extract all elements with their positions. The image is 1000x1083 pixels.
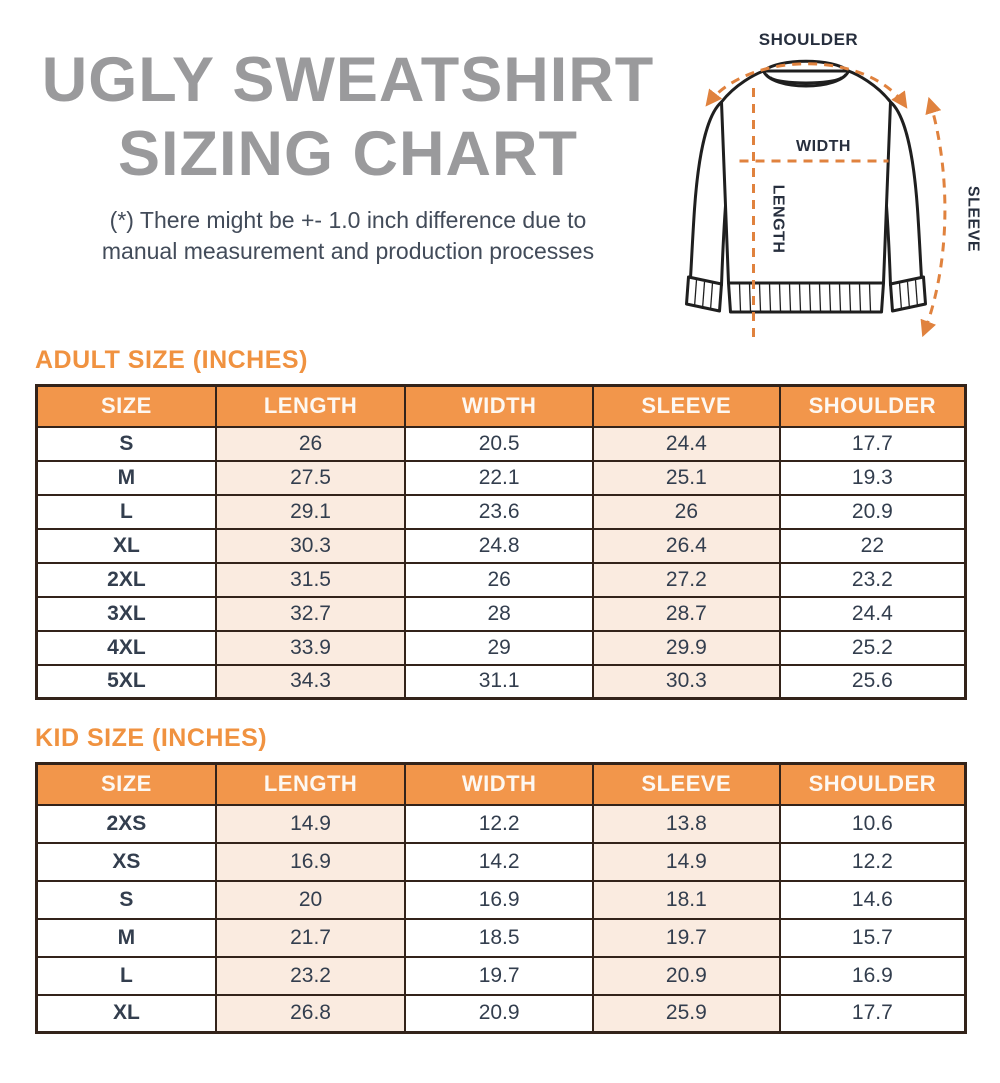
length-label: LENGTH — [769, 184, 787, 254]
column-header: SIZE — [37, 764, 216, 805]
measurement-cell: 13.8 — [593, 805, 780, 843]
table-row — [37, 919, 966, 957]
measurement-cell: 15.7 — [780, 919, 966, 957]
measurement-cell: 29 — [405, 631, 593, 665]
measurement-cell: 16.9 — [405, 881, 593, 919]
size-cell: 3XL — [37, 597, 216, 631]
measurement-cell: 22 — [780, 529, 966, 563]
measurement-cell: 14.9 — [216, 805, 406, 843]
size-cell: M — [37, 919, 216, 957]
column-header: LENGTH — [216, 764, 406, 805]
measurement-cell: 32.7 — [216, 597, 406, 631]
table-row — [37, 427, 966, 461]
measurement-cell: 25.6 — [780, 665, 966, 699]
column-header: LENGTH — [216, 386, 406, 427]
measurement-cell: 23.2 — [780, 563, 966, 597]
measurement-cell: 24.4 — [780, 597, 966, 631]
measurement-cell: 26 — [216, 427, 406, 461]
size-cell: XS — [37, 843, 216, 881]
measurement-cell: 19.3 — [780, 461, 966, 495]
table-row — [37, 529, 966, 563]
measurement-cell: 31.1 — [405, 665, 593, 699]
measurement-cell: 27.2 — [593, 563, 780, 597]
adult-size-table — [35, 384, 967, 700]
measurement-cell: 26 — [405, 563, 593, 597]
measurement-cell: 10.6 — [780, 805, 966, 843]
measurement-cell: 24.4 — [593, 427, 780, 461]
table-row — [37, 843, 966, 881]
measurement-cell: 14.2 — [405, 843, 593, 881]
measurement-cell: 23.6 — [405, 495, 593, 529]
table-row — [37, 665, 966, 699]
size-cell: L — [37, 495, 216, 529]
size-cell: L — [37, 957, 216, 995]
measurement-cell: 20.9 — [780, 495, 966, 529]
measurement-cell: 14.6 — [780, 881, 966, 919]
column-header: SIZE — [37, 386, 216, 427]
sleeve-label: SLEEVE — [964, 185, 982, 253]
measurement-cell: 19.7 — [593, 919, 780, 957]
sleeve-arrow — [924, 100, 945, 334]
measurement-cell: 30.3 — [593, 665, 780, 699]
measurement-cell: 25.1 — [593, 461, 780, 495]
tolerance-note — [8, 205, 688, 266]
size-cell: XL — [37, 529, 216, 563]
size-cell: S — [37, 427, 216, 461]
kid-size-table — [35, 762, 967, 1034]
measurement-cell: 23.2 — [216, 957, 406, 995]
table-row — [37, 495, 966, 529]
table-row — [37, 805, 966, 843]
page-title-line2: SIZING CHART — [118, 118, 578, 189]
measurement-cell: 16.9 — [780, 957, 966, 995]
measurement-cell: 19.7 — [405, 957, 593, 995]
measurement-cell: 30.3 — [216, 529, 406, 563]
sweatshirt-measurement-diagram — [682, 14, 1000, 352]
tolerance-note-line2: manual measurement and production processes — [101, 237, 595, 264]
table-row — [37, 597, 966, 631]
column-header: SHOULDER — [780, 764, 966, 805]
measurement-cell: 25.2 — [780, 631, 966, 665]
size-cell: M — [37, 461, 216, 495]
measurement-cell: 26 — [593, 495, 780, 529]
table-row — [37, 957, 966, 995]
size-cell: XL — [37, 995, 216, 1033]
measurement-cell: 22.1 — [405, 461, 593, 495]
size-cell: 5XL — [37, 665, 216, 699]
measurement-cell: 17.7 — [780, 427, 966, 461]
column-header: WIDTH — [405, 764, 593, 805]
table-row — [37, 631, 966, 665]
measurement-cell: 29.9 — [593, 631, 780, 665]
column-header: WIDTH — [405, 386, 593, 427]
measurement-cell: 26.4 — [593, 529, 780, 563]
size-cell: 2XL — [37, 563, 216, 597]
measurement-cell: 17.7 — [780, 995, 966, 1033]
measurement-cell: 12.2 — [405, 805, 593, 843]
size-cell: 4XL — [37, 631, 216, 665]
column-header: SHOULDER — [780, 386, 966, 427]
measurement-cell: 18.1 — [593, 881, 780, 919]
header-row — [37, 386, 966, 427]
measurement-cell: 24.8 — [405, 529, 593, 563]
measurement-cell: 14.9 — [593, 843, 780, 881]
shoulder-label: SHOULDER — [758, 30, 859, 49]
measurement-cell: 29.1 — [216, 495, 406, 529]
measurement-cell: 28.7 — [593, 597, 780, 631]
size-cell: S — [37, 881, 216, 919]
sweatshirt-diagram-svg — [682, 14, 1000, 352]
tolerance-note-line1: (*) There might be +- 1.0 inch difference due to — [109, 207, 587, 234]
kid-size-heading: KID SIZE (INCHES) — [35, 724, 268, 752]
measurement-cell: 26.8 — [216, 995, 406, 1033]
measurement-cell: 12.2 — [780, 843, 966, 881]
table-row — [37, 563, 966, 597]
table-row — [37, 995, 966, 1033]
measurement-cell: 18.5 — [405, 919, 593, 957]
kid-size-section — [35, 724, 967, 1034]
table-row — [37, 461, 966, 495]
measurement-cell: 20.5 — [405, 427, 593, 461]
adult-size-heading: ADULT SIZE (INCHES) — [35, 346, 308, 374]
sweatshirt-outline — [687, 61, 926, 312]
column-header: SLEEVE — [593, 386, 780, 427]
measurement-cell: 25.9 — [593, 995, 780, 1033]
measurement-cell: 20.9 — [405, 995, 593, 1033]
measurement-cell: 28 — [405, 597, 593, 631]
measurement-cell: 34.3 — [216, 665, 406, 699]
header-row — [37, 764, 966, 805]
page-title-line1: UGLY SWEATSHIRT — [41, 45, 655, 115]
title-block — [8, 44, 688, 266]
measurement-cell: 27.5 — [216, 461, 406, 495]
width-label: WIDTH — [796, 138, 851, 155]
size-cell: 2XS — [37, 805, 216, 843]
measurement-cell: 31.5 — [216, 563, 406, 597]
column-header: SLEEVE — [593, 764, 780, 805]
measurement-cell: 16.9 — [216, 843, 406, 881]
measurement-cell: 20 — [216, 881, 406, 919]
adult-size-section — [35, 346, 967, 700]
measurement-cell: 20.9 — [593, 957, 780, 995]
measurement-cell: 21.7 — [216, 919, 406, 957]
measurement-cell: 33.9 — [216, 631, 406, 665]
table-row — [37, 881, 966, 919]
